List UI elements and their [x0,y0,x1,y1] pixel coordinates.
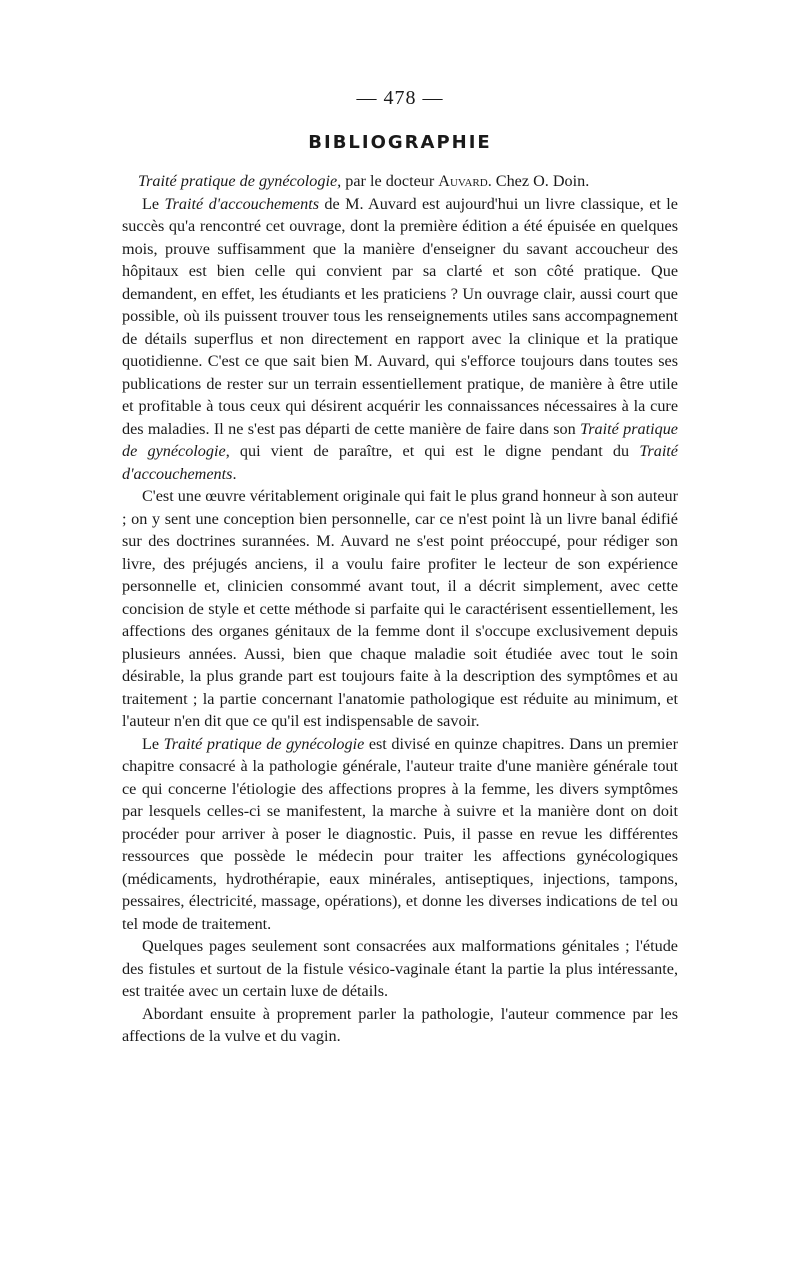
paragraph [122,193,678,486]
text-run: , qui vient de paraître, et qui est le digne pendant du [225,442,640,460]
text-run: Abordant ensuite à proprement parler la pathologie, l'auteur commence par les affections de la vulve et du vagin. [122,1004,678,1045]
italic-title: Traité d'accouchements [164,194,319,213]
italic-title: Traité pratique de gynécologie, [138,172,342,190]
page-number: — 478 — [356,87,444,109]
text-run: Le [142,734,164,753]
italic-title: Traité d'accouchements [122,442,678,483]
text-run: . Chez O. Doin. [487,172,590,190]
section-title: BIBLIOGRAPHIE [308,132,492,153]
book-reference [122,170,678,193]
paragraph [122,1003,678,1048]
italic-title: Traité pratique de gynécologie [122,419,678,460]
text-run: Le [142,194,165,213]
article-body [122,170,678,1048]
text-run: de M. Auvard est aujourd'hui un livre classique, et le succès qu'a rencontré cet ouvrage, dont la première édition a été épuisée en quelques mois, prouve suffisamment que la manière d'enseigner du savant accoucheur des hôpitaux est bien celle qui convient par sa clarté et son côté pratique. Que demandent, en effet, les étudiants et les praticiens ? Un ouvrage clair, aussi court que possible, où ils puissent trouver tous les renseignements utiles sans accompagnement de détails superflus et non directement en rapport avec la clinique et la pratique quotidienne. C'est ce que sait bien M. Auvard, qui s'efforce toujours dans toutes ses publications de rester sur un terrain essentiellement pratique, de manière à être utile et profitable à tous ceux qui désirent acquérir les connaissances nécessaires à la cure des maladies. Il ne s'est pas départi de cette manière de faire dans son [122,194,678,438]
text-run: est divisé en quinze chapitres. Dans un premier chapitre consacré à la pathologie générale, l'auteur traite d'une manière générale tout ce qui concerne l'étiologie des affections propres à la femme, les divers symptômes par lesquels celles-ci se manifestent, la marche à suivre et la manière dont on doit procéder pour arriver à poser le diagnostic. Puis, il passe en revue les différentes ressources que possède le médecin pour traiter les affections gynécologiques (médicaments, hydrothérapie, eaux minérales, antiseptiques, injections, tampons, pessaires, électricité, massage, opérations), et donne les diverses indications de tel ou tel mode de traitement. [122,734,678,933]
paragraph [122,485,678,733]
text-run: Quelques pages seulement sont consacrées aux malformations génitales ; l'étude des fistules et surtout de la fistule vésico-vaginale étant la partie la plus intéressante, est traitée avec un certain luxe de détails. [122,937,678,1000]
document-page [122,86,678,1048]
author-name: Auvard [438,172,488,190]
italic-title: Traité pratique de gynécologie [163,734,365,753]
paragraph [122,935,678,1003]
paragraph [122,733,678,936]
text-run: par le docteur [341,172,439,190]
text-run: C'est une œuvre véritablement originale qui fait le plus grand honneur à son auteur ; on y sent une conception bien personnelle, car ce n'est point là un livre banal édifié sur des doctrines surannées. M. Auvard ne s'est point préoccupé, pour rédiger son livre, des préjugés anciens, il a voulu faire profiter le lecteur de son expérience personnelle et, clinicien consommé avant tout, il a décrit simplement, avec cette concision de style et cette méthode si parfaite qui le caractérisent essentiellement, les affections des organes génitaux de la femme dont il s'occupe exclusivement depuis plusieurs années. Aussi, bien que chaque maladie soit étudiée avec tout le soin désirable, la plus grande part est toujours faite à la description des symptômes et au traitement ; la partie concernant l'anatomie pathologique est réduite au minimum, et l'auteur n'en dit que ce qu'il est indispensable de savoir. [122,487,678,730]
text-run: . [232,464,237,483]
